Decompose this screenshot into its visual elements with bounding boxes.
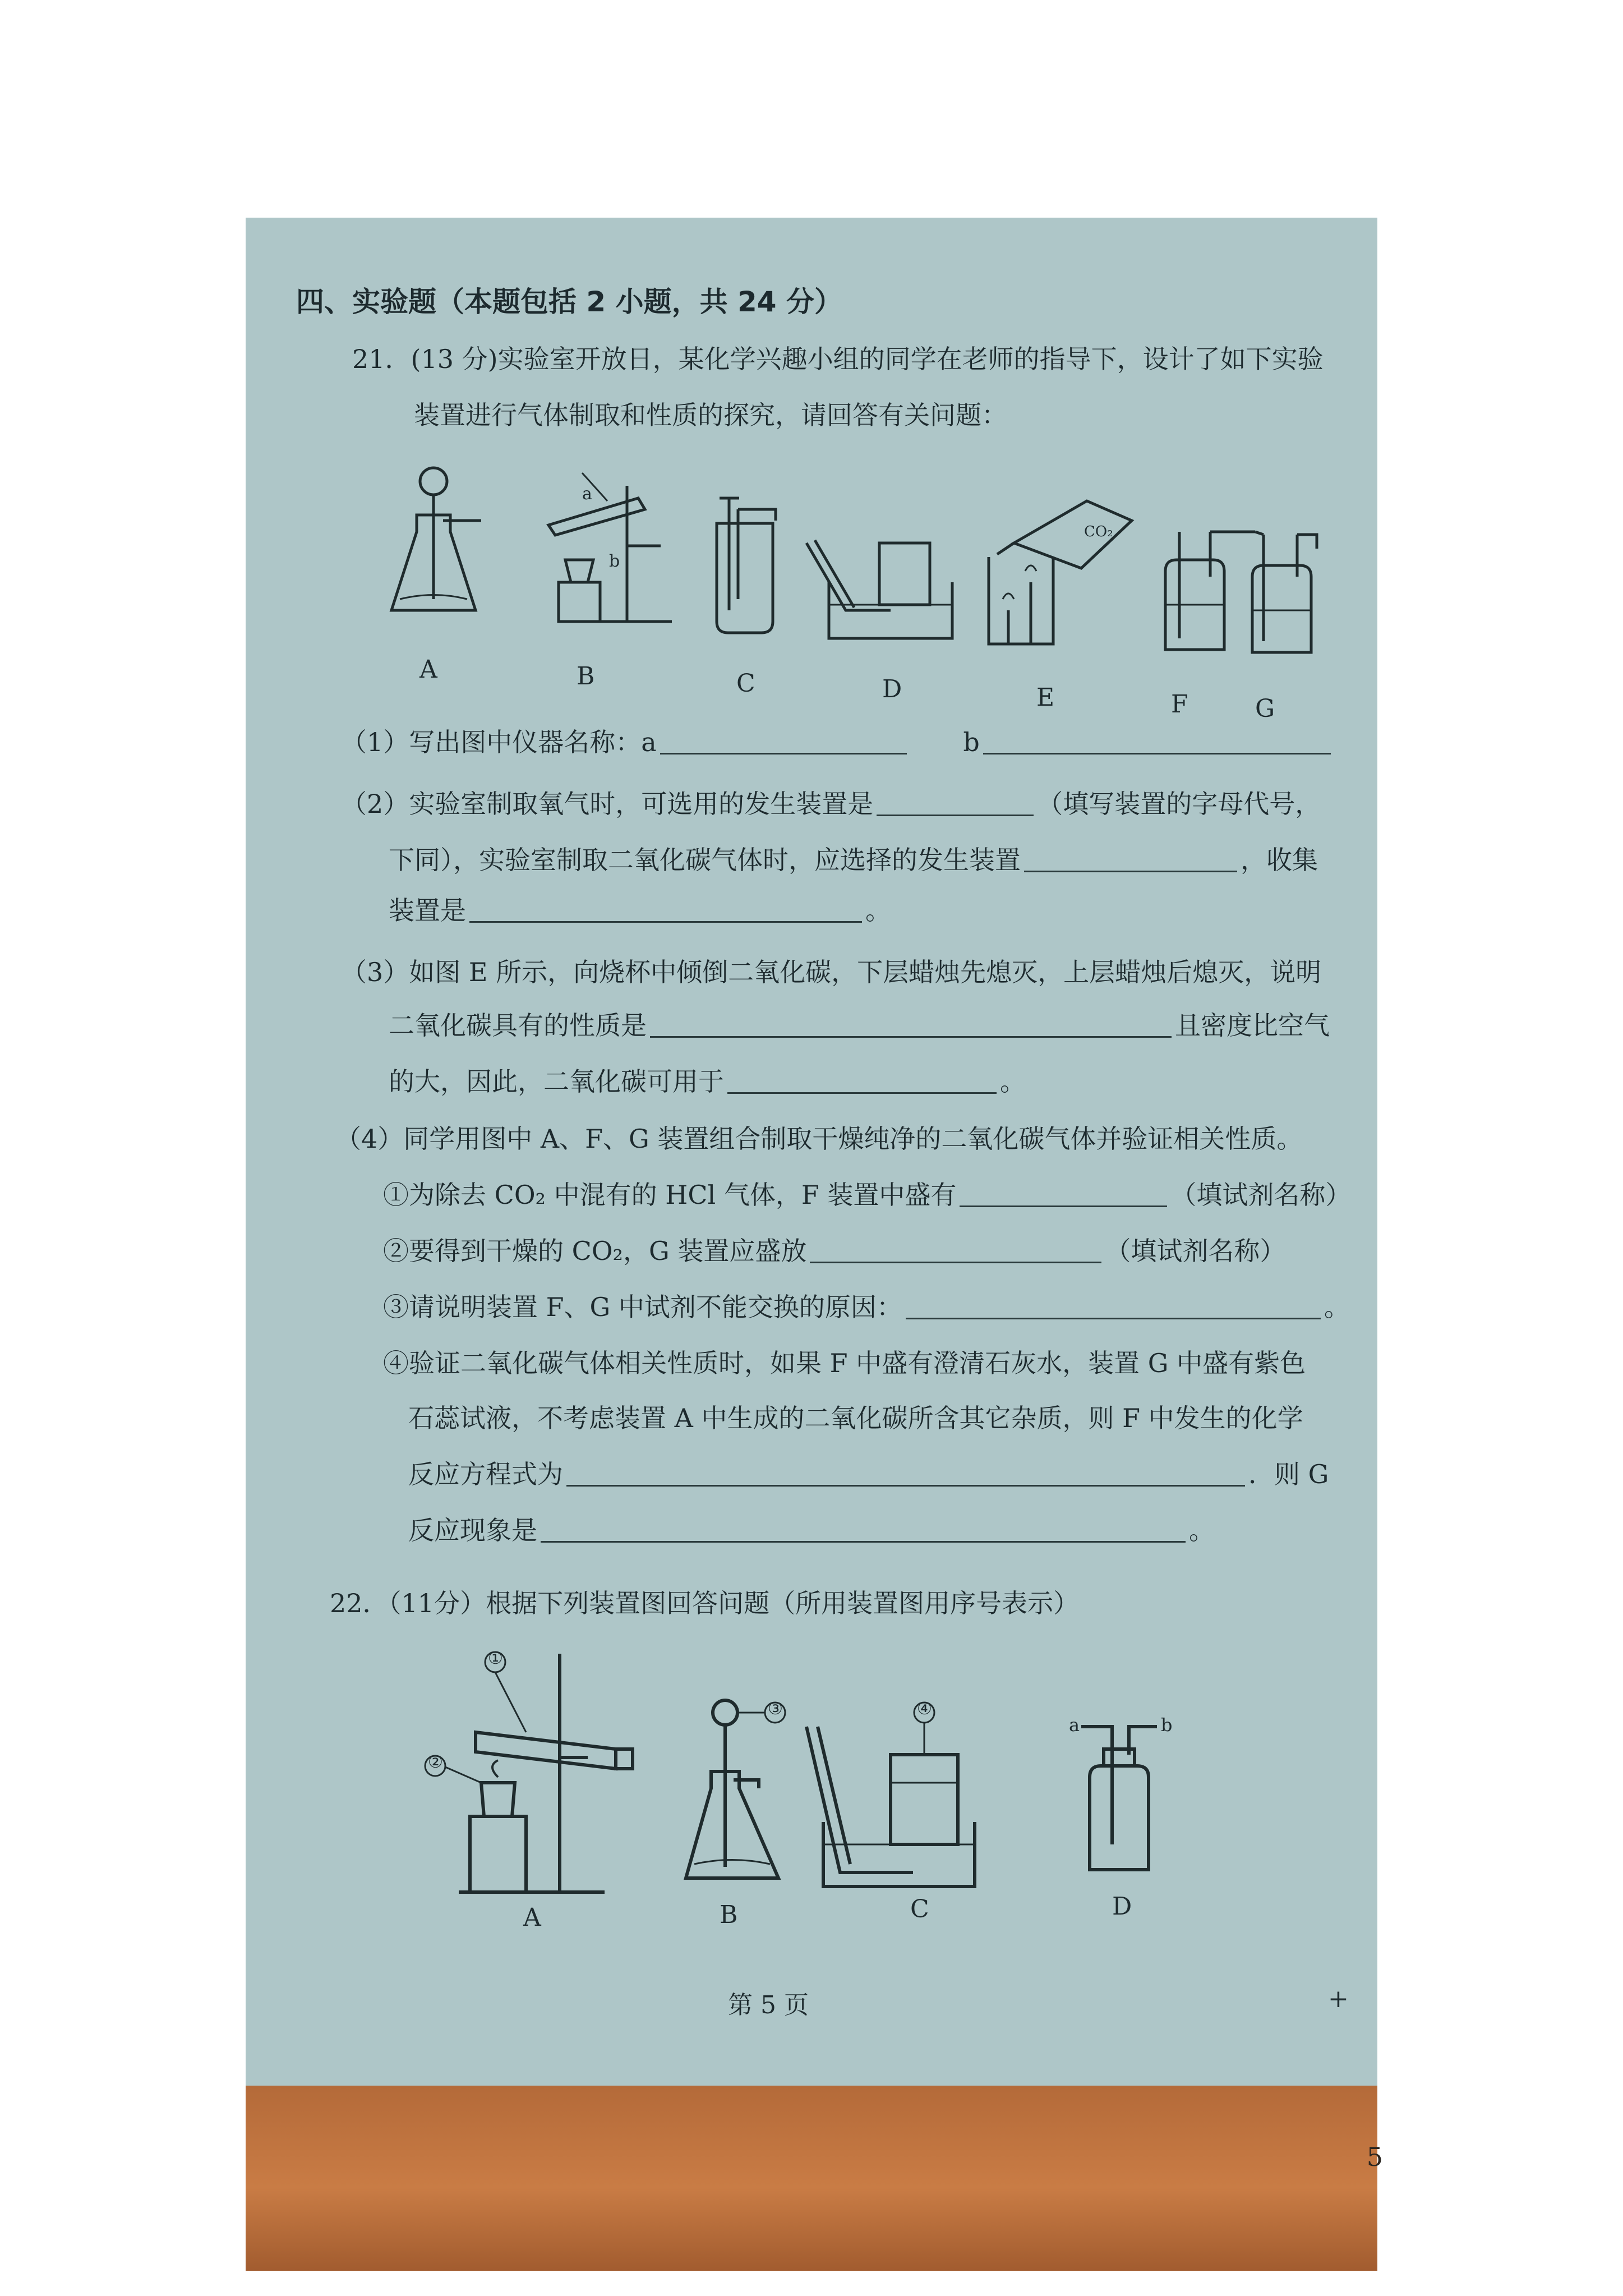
q21-part4-sub4-tail3: ．则 G bbox=[1248, 1459, 1329, 1489]
q21-part4-line1: （4）同学用图中 A、F、G 装置组合制取干燥纯净的二氧化碳气体并验证相关性质。 bbox=[335, 1124, 1303, 1154]
q21-part3-tail3: 。 bbox=[1000, 1066, 1026, 1097]
q22-apparatus-d bbox=[1081, 1727, 1157, 1870]
bottle-label-co2: CO₂ bbox=[1084, 523, 1113, 540]
section-title: 四、实验题（本题包括 2 小题，共 24 分） bbox=[296, 286, 842, 318]
q21-part4-sub2-text: ②要得到干燥的 CO₂，G 装置应盛放 bbox=[383, 1236, 807, 1266]
q21-intro-line1: 21．(13 分)实验室开放日，某化学兴趣小组的同学在老师的指导下，设计了如下实验 bbox=[352, 344, 1324, 374]
q21-part4-sub4-text4: 反应现象是 bbox=[408, 1515, 537, 1545]
apparatus-label-g: G bbox=[1255, 694, 1275, 723]
q22-callout-1: ① bbox=[488, 1649, 503, 1668]
q21-part1-text: （1）写出图中仪器名称：a bbox=[341, 727, 657, 757]
page-number: 第 5 页 bbox=[728, 1991, 809, 2019]
q22-apparatus-a bbox=[425, 1652, 633, 1892]
q21-part4-sub3-text: ③请说明装置 F、G 中试剂不能交换的原因： bbox=[383, 1292, 902, 1322]
q22-label-a: A bbox=[523, 1903, 541, 1932]
q21-part3-tail2: 且密度比空气 bbox=[1175, 1010, 1330, 1041]
apparatus-label-a: A bbox=[419, 655, 437, 684]
q22-callout-2: ② bbox=[428, 1752, 443, 1772]
q21-part4-sub4-line2: 石蕊试液，不考虑装置 A 中生成的二氧化碳所含其它杂质，则 F 中发生的化学 bbox=[408, 1403, 1303, 1433]
q21-part2-text1: （2）实验室制取氧气时，可选用的发生装置是 bbox=[341, 789, 874, 819]
q22-label-d: D bbox=[1112, 1892, 1132, 1921]
q22-apparatus-b bbox=[686, 1700, 785, 1878]
apparatus-label-c: C bbox=[736, 669, 755, 698]
q22-label-c: C bbox=[910, 1895, 929, 1924]
q22-callout-4: ④ bbox=[917, 1699, 932, 1719]
apparatus-label-e: E bbox=[1036, 683, 1055, 712]
q21-part4-sub4-text3: 反应方程式为 bbox=[408, 1459, 563, 1489]
q21-part4-sub4-tail4: 。 bbox=[1189, 1515, 1215, 1545]
tube-label-b: b bbox=[609, 551, 620, 571]
q21-part2-text2: 下同），实验室制取二氧化碳气体时，应选择的发生装置 bbox=[389, 845, 1021, 875]
apparatus-label-d: D bbox=[882, 675, 902, 703]
q21-part4-sub2-tail: （填试剂名称） bbox=[1105, 1236, 1286, 1266]
q21-part3-line1: （3）如图 E 所示，向烧杯中倾倒二氧化碳，下层蜡烛先熄灭，上层蜡烛后熄灭，说明 bbox=[341, 957, 1322, 987]
q21-intro-line2: 装置进行气体制取和性质的探究，请回答有关问题： bbox=[414, 400, 1007, 430]
q21-part4-sub3-tail: 。 bbox=[1324, 1292, 1350, 1322]
wooden-desk bbox=[246, 2086, 1377, 2271]
q22-apparatus-figure bbox=[246, 218, 1377, 2086]
exam-sheet bbox=[246, 218, 1377, 2086]
edge-digit: 5 bbox=[1366, 2142, 1383, 2172]
q22-label-b: B bbox=[720, 1901, 738, 1929]
apparatus-label-b: B bbox=[577, 662, 595, 691]
q21-part2-tail3: 。 bbox=[865, 895, 891, 926]
q22-callout-3: ③ bbox=[768, 1699, 783, 1719]
exam-photo bbox=[246, 218, 1383, 2271]
q22-apparatus-c bbox=[806, 1703, 975, 1887]
q21-part4-sub1-tail: （填试剂名称） bbox=[1170, 1180, 1352, 1210]
q22-intro: 22．（11分）根据下列装置图回答问题（所用装置图用序号表示） bbox=[330, 1588, 1080, 1618]
q21-part4-sub1-text: ①为除去 CO₂ 中混有的 HCl 气体，F 装置中盛有 bbox=[383, 1180, 957, 1210]
apparatus-label-f: F bbox=[1171, 690, 1188, 719]
q21-part1-b: b bbox=[963, 727, 980, 757]
q21-part3-text2: 二氧化碳具有的性质是 bbox=[389, 1010, 647, 1041]
q21-part2-text3: 装置是 bbox=[389, 895, 466, 926]
q22-port-b: b bbox=[1161, 1714, 1173, 1736]
q21-part3-text3: 的大，因此，二氧化碳可用于 bbox=[389, 1066, 724, 1097]
plus-mark: + bbox=[1328, 1985, 1349, 2013]
tube-label-a: a bbox=[582, 484, 592, 504]
q21-part2-tail2: ，收集 bbox=[1241, 845, 1318, 875]
q21-part2-tail1: （填写装置的字母代号， bbox=[1037, 789, 1321, 819]
q22-port-a: a bbox=[1069, 1714, 1080, 1736]
q21-part4-sub4-line1: ④验证二氧化碳气体相关性质时，如果 F 中盛有澄清石灰水，装置 G 中盛有紫色 bbox=[383, 1348, 1306, 1378]
